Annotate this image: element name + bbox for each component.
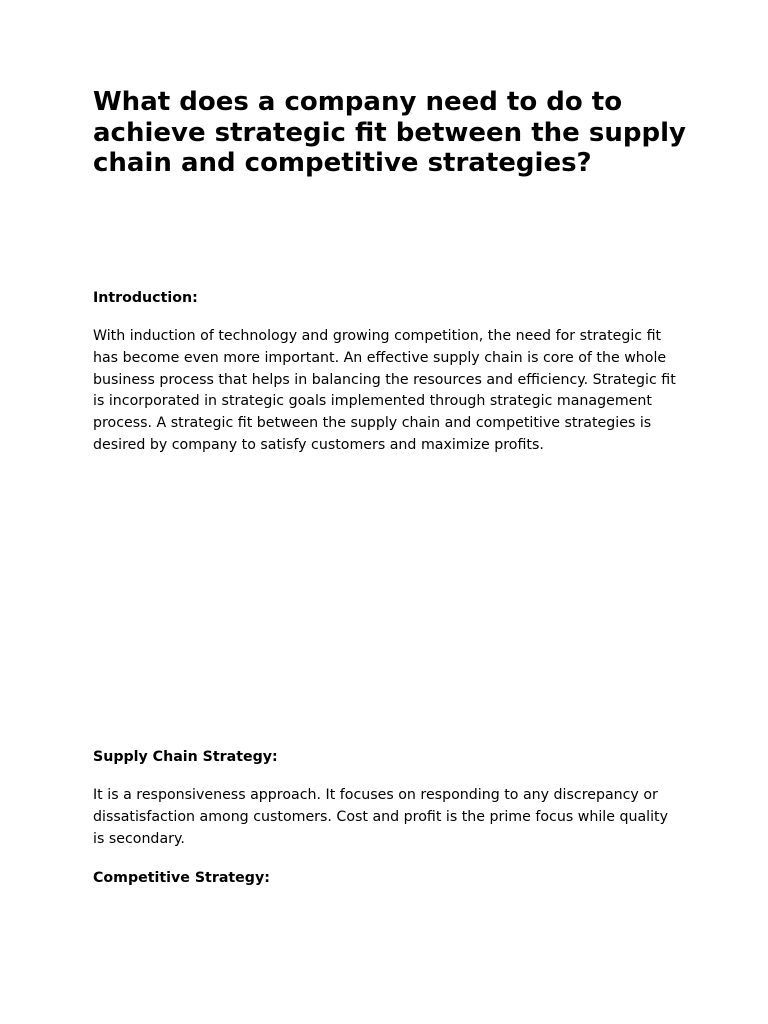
- document-title: What does a company need to do to achieve strategic fit between the supply chain and competitive strategies?: [93, 87, 686, 178]
- supply-chain-strategy-heading: Supply Chain Strategy:: [93, 749, 278, 765]
- competitive-strategy-heading: Competitive Strategy:: [93, 870, 270, 886]
- introduction-heading: Introduction:: [93, 290, 198, 306]
- introduction-paragraph: With induction of technology and growing competition, the need for strategic fit has become even more important. An effective supply chain is core of the whole business process that helps in balancing the resources and efficiency. Strategic fit is incorporated in strategic goals implemented through strategic management process. A strategic fit between the supply chain and competitive strategies is desired by company to satisfy customers and maximize profits.: [93, 328, 676, 453]
- supply-chain-strategy-paragraph: It is a responsiveness approach. It focuses on responding to any discrepancy or dissatisfaction among customers. Cost and profit is the prime focus while quality is secondary.: [93, 787, 668, 847]
